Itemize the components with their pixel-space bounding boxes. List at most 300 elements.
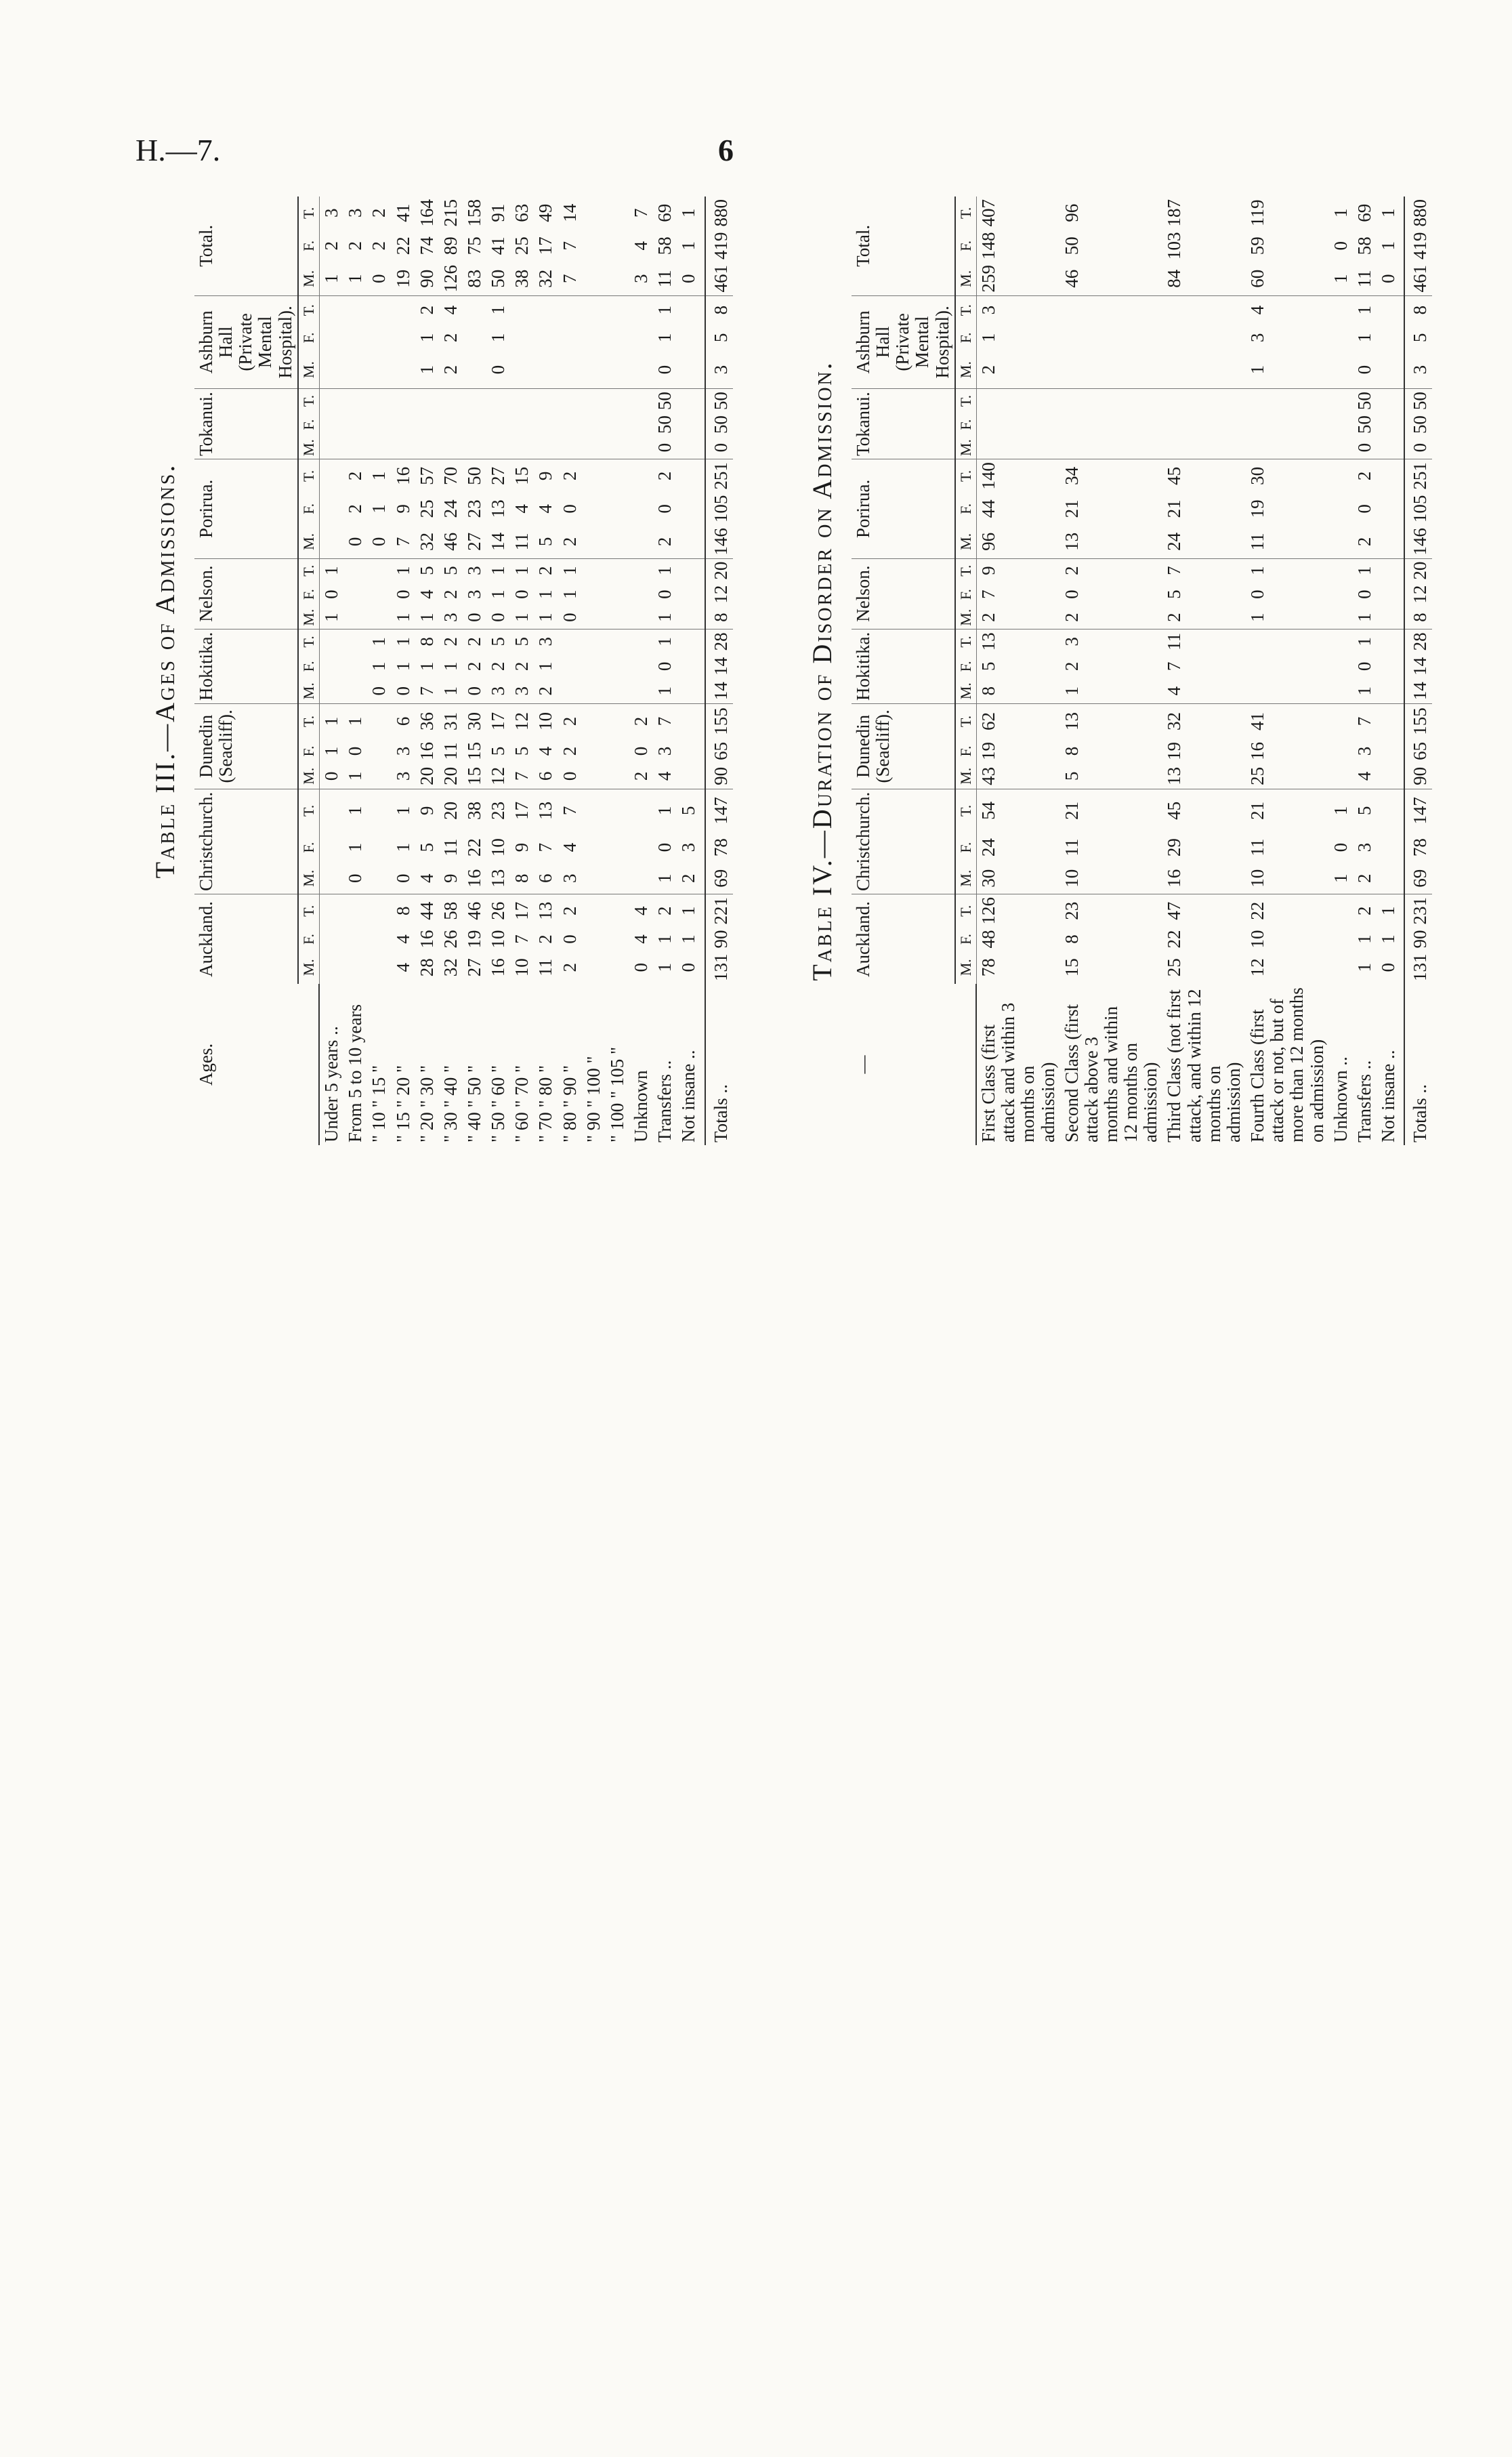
mft-header: T.	[298, 197, 319, 230]
table-cell: 126	[978, 897, 999, 925]
table-cell	[629, 413, 653, 436]
table-cell: 41	[1247, 712, 1268, 730]
table-cell	[606, 629, 629, 654]
table-cell	[1329, 525, 1353, 558]
table-cell	[582, 583, 606, 606]
table-cell: 10	[1060, 863, 1163, 894]
table-cell	[606, 459, 629, 493]
table-cell: 259	[976, 262, 1060, 295]
table-cell: 10	[511, 958, 532, 977]
table-cell: 0	[654, 590, 675, 599]
institution-header: Total.	[852, 197, 955, 295]
mft-header: M.	[955, 351, 976, 388]
table-cell: 0	[319, 764, 343, 789]
table-cell: 90	[1404, 928, 1432, 951]
table-cell: 90	[705, 928, 733, 951]
table-cell	[582, 436, 606, 459]
table-cell	[606, 928, 629, 951]
table-cell: 13	[535, 801, 556, 820]
table-cell	[606, 894, 629, 928]
table-cell: 2	[535, 934, 556, 944]
table-cell: 1	[1353, 963, 1374, 972]
table-cell	[1377, 351, 1404, 388]
table-cell	[1329, 459, 1353, 493]
table-cell: 2	[559, 471, 580, 481]
table-cell: 419	[1404, 230, 1432, 263]
table-cell: 1	[343, 764, 367, 789]
table-cell: 12	[511, 712, 532, 730]
table-cell: 8	[1061, 934, 1082, 944]
mft-header: F.	[955, 413, 976, 436]
table-cell: 131	[705, 951, 733, 985]
table-cell	[976, 413, 1060, 436]
table-cell: 1	[345, 806, 366, 816]
table-cell: 11	[440, 742, 461, 760]
row-label: " 60 " 70 "	[511, 1065, 532, 1142]
table-cell: 59	[1247, 236, 1268, 255]
table-cell: 20	[440, 801, 461, 820]
table-cell: 19	[392, 262, 415, 295]
table-cell: 155	[705, 703, 733, 739]
institution-header: Auckland.	[194, 894, 298, 985]
table-cell	[319, 928, 343, 951]
table-cell: 8	[510, 863, 534, 894]
table-cell: 30	[463, 712, 484, 730]
table-cell	[343, 629, 367, 654]
table-cell	[367, 413, 391, 436]
table-cell: 1	[653, 863, 677, 894]
table-cell	[367, 558, 391, 583]
table-cell: 4	[1353, 764, 1377, 789]
table-cell: 1	[1353, 606, 1377, 629]
row-label: Under 5 years ..	[321, 1026, 342, 1142]
mft-header: F.	[298, 654, 319, 678]
table-cell: 5	[416, 566, 437, 575]
table-cell: 4	[440, 305, 461, 315]
table-cell: 44	[978, 499, 999, 518]
table-cell	[558, 351, 582, 388]
row-label: Unknown ..	[1330, 1056, 1351, 1142]
table-cell: 103	[1164, 232, 1185, 260]
table-cell: 22	[392, 236, 413, 255]
table-cell: 16	[392, 466, 413, 485]
table-cell	[1377, 739, 1404, 764]
table-cell: 1	[653, 606, 677, 629]
table-cell	[1246, 413, 1329, 436]
table-cell	[677, 629, 705, 654]
table-cell: 3	[439, 606, 463, 629]
table-cell: 2	[463, 637, 484, 646]
table-cell	[582, 629, 606, 654]
mft-header: F.	[298, 928, 319, 951]
mft-header: T.	[955, 197, 976, 230]
table-cell	[976, 436, 1060, 459]
table-cell: 27	[463, 958, 484, 977]
table-cell: 70	[440, 466, 461, 485]
table-cell: 4	[416, 590, 437, 599]
table-cell: 50	[654, 415, 675, 434]
table-cell: 2	[654, 906, 675, 915]
table-cell: 17	[488, 712, 509, 730]
table-cell: 147	[705, 789, 733, 832]
table-cell: 1	[653, 679, 677, 704]
table-cell: 7	[559, 806, 580, 816]
table-cell	[1377, 703, 1404, 739]
institution-header: Hokitika.	[194, 629, 298, 703]
table-cell: 12	[1247, 958, 1268, 977]
table-cell: 2	[677, 863, 705, 894]
table-cell: 58	[440, 901, 461, 920]
table-cell: 96	[1061, 203, 1082, 222]
table-cell	[677, 493, 705, 526]
table-cell: 1	[1378, 241, 1398, 251]
table-cell: 30	[1247, 466, 1268, 485]
table-cell: 3	[978, 305, 999, 315]
table-cell	[343, 606, 367, 629]
page-reference: H.—7.	[135, 133, 221, 167]
table-cell	[343, 894, 367, 928]
institution-header: Dunedin (Seacliff).	[194, 703, 298, 789]
table-cell: 0	[653, 436, 677, 459]
table-cell	[367, 703, 391, 739]
table-cell: 14	[1404, 679, 1432, 704]
table-cell: 21	[1164, 499, 1185, 518]
mft-header: T.	[955, 295, 976, 325]
table-cell: 3	[392, 764, 415, 789]
table-cell	[606, 703, 629, 739]
table-cell	[629, 789, 653, 832]
table-cell: 3	[320, 208, 341, 218]
row-label: " 30 " 40 "	[440, 1065, 461, 1142]
table-cell: 0	[367, 262, 391, 295]
table-cell	[629, 436, 653, 459]
table-cell: 880	[1404, 197, 1432, 230]
table-cell: 38	[510, 262, 534, 295]
table-cell	[677, 654, 705, 678]
table-cell	[677, 325, 705, 352]
mft-header: M.	[298, 764, 319, 789]
table-cell	[1377, 295, 1404, 325]
table-cell: 4	[1162, 679, 1246, 704]
table-cell: 1	[416, 333, 437, 343]
table-cell: 2	[559, 716, 580, 726]
table-cell: 1	[1378, 208, 1398, 218]
mft-header: M.	[298, 525, 319, 558]
table-cell: 32	[534, 262, 558, 295]
table-cell: 7	[631, 208, 652, 218]
mft-header: F.	[955, 928, 976, 951]
table-cell: 105	[1404, 493, 1432, 526]
table-cell	[1329, 413, 1353, 436]
table-row	[1329, 197, 1353, 1145]
table-cell	[439, 436, 463, 459]
table-row	[606, 197, 629, 1145]
table-row	[392, 197, 415, 1145]
mft-header: T.	[955, 459, 976, 493]
table-cell: 19	[1247, 499, 1268, 518]
table-cell: 251	[705, 459, 733, 493]
row-label: Totals ..	[1404, 984, 1432, 1145]
table-cell: 41	[392, 203, 413, 222]
table-cell: 24	[440, 499, 461, 518]
table-cell: 461	[1404, 262, 1432, 295]
table-cell: 4	[653, 764, 677, 789]
table-cell	[629, 295, 653, 325]
table-cell	[1060, 436, 1163, 459]
table-cell: 1	[1330, 806, 1351, 816]
mft-header: M.	[955, 951, 976, 985]
table-cell: 7	[558, 262, 582, 295]
table-cell: 1	[1329, 863, 1353, 894]
table-cell	[463, 389, 486, 413]
table-cell: 2	[345, 504, 366, 514]
table-row	[439, 197, 463, 1145]
table-cell: 251	[1404, 459, 1432, 493]
table-cell: 11	[1247, 838, 1268, 856]
table-cell: 2	[1061, 566, 1082, 575]
table-cell: 29	[1164, 838, 1185, 857]
table-cell	[606, 525, 629, 558]
table-cell: 1	[1378, 934, 1398, 944]
table-cell	[319, 654, 343, 678]
table-cell	[1377, 832, 1404, 863]
table-row	[558, 197, 582, 1145]
table-cell: 9	[416, 806, 437, 816]
table-cell: 1	[488, 305, 509, 315]
table-cell	[1060, 351, 1163, 388]
table-cell: 27	[488, 466, 509, 485]
table-cell: 2	[535, 566, 556, 575]
table-cell	[582, 295, 606, 325]
table-row	[510, 197, 534, 1145]
table-cell: 3	[629, 262, 653, 295]
table-cell: 19	[463, 930, 484, 949]
table-cell: 0	[367, 679, 391, 704]
table-cell	[629, 863, 653, 894]
table-cell	[606, 197, 629, 230]
table-cell: 1	[488, 590, 509, 599]
table-cell	[392, 436, 415, 459]
table-cell	[582, 525, 606, 558]
table-cell: 6	[534, 863, 558, 894]
table-cell: 0	[559, 934, 580, 944]
table-cell: 20	[705, 558, 733, 583]
table-cell: 1	[1246, 351, 1329, 388]
table-cell	[343, 928, 367, 951]
table-cell: 2	[488, 661, 509, 672]
table-cell	[582, 606, 606, 629]
table-cell: 19	[978, 741, 999, 760]
mft-header: F.	[955, 654, 976, 678]
table-cell	[629, 629, 653, 654]
table-cell: 1	[1353, 333, 1374, 343]
table-cell: 5	[978, 661, 999, 672]
mft-header: F.	[298, 493, 319, 526]
table-cell	[367, 436, 391, 459]
ages-table-body	[319, 197, 733, 1145]
table-cell: 12	[705, 583, 733, 606]
table-cell	[367, 928, 391, 951]
table-cell: 25	[1246, 764, 1329, 789]
table-cell: 1	[345, 842, 366, 852]
mft-header: F.	[298, 325, 319, 352]
table-row	[582, 197, 606, 1145]
mft-header: M.	[298, 863, 319, 894]
row-label: Not insane ..	[1378, 1050, 1398, 1142]
table-cell: 13	[486, 863, 510, 894]
mft-header: T.	[955, 789, 976, 832]
table-cell	[1329, 436, 1353, 459]
table-cell	[319, 679, 343, 704]
table-cell	[1377, 413, 1404, 436]
table-cell	[582, 262, 606, 295]
duration-table-body	[976, 197, 1432, 1145]
institution-header: Porirua.	[852, 459, 955, 559]
table-cell: 105	[705, 493, 733, 526]
table-cell: 13	[1061, 712, 1082, 730]
table-cell: 57	[416, 466, 437, 485]
table-cell: 7	[511, 934, 532, 944]
table-cell	[486, 413, 510, 436]
institution-header-row	[852, 197, 955, 1145]
table-cell: 9	[439, 863, 463, 894]
table-cell: 1	[415, 351, 439, 388]
table-cell	[415, 389, 439, 413]
table-cell	[582, 459, 606, 493]
table-cell	[606, 413, 629, 436]
table-cell: 1	[369, 637, 390, 646]
table-cell: 24	[978, 838, 999, 857]
table-cell	[606, 951, 629, 985]
table-cell: 7	[1164, 566, 1185, 575]
table-cell	[582, 863, 606, 894]
table-cell	[629, 583, 653, 606]
table-cell	[582, 679, 606, 704]
table-cell: 1	[369, 661, 390, 672]
table-cell: 0	[1353, 590, 1374, 599]
table-cell	[392, 389, 415, 413]
table-cell: 69	[1353, 203, 1374, 222]
table-cell: 41	[488, 236, 509, 255]
table-cell	[1329, 679, 1353, 704]
table-cell	[677, 389, 705, 413]
table-cell	[343, 679, 367, 704]
table-cell: 5	[511, 746, 532, 756]
table-row	[319, 197, 343, 1145]
table-cell: 13	[488, 499, 509, 518]
table-cell	[629, 525, 653, 558]
table-cell: 2	[559, 906, 580, 915]
table-cell: 4	[511, 504, 532, 514]
table-cell: 78	[1404, 832, 1432, 863]
table-cell: 91	[488, 203, 509, 222]
table-cell	[1377, 493, 1404, 526]
table-cell: 0	[1378, 963, 1398, 972]
table-cell	[392, 351, 415, 388]
table-cell: 1	[654, 934, 675, 944]
mft-header: M.	[298, 436, 319, 459]
ages-table	[194, 197, 733, 1145]
table-cell: 147	[1404, 789, 1432, 832]
table-cell	[319, 832, 343, 863]
table-cell: 58	[654, 236, 675, 255]
mft-header: T.	[298, 389, 319, 413]
table-cell: 3	[463, 590, 484, 599]
table-cell	[319, 894, 343, 928]
table-row	[367, 197, 391, 1145]
table-cell: 50	[1061, 236, 1082, 255]
table-cell: 46	[463, 901, 484, 920]
table-cell: 2	[976, 606, 1060, 629]
row-label: " 10 " 15 "	[369, 1065, 390, 1142]
table-cell	[534, 389, 558, 413]
table-cell: 0	[345, 746, 366, 756]
table-cell: 2	[1353, 471, 1374, 481]
table-cell: 20	[439, 764, 463, 789]
table-cell: 2	[463, 661, 484, 672]
mft-header: M.	[955, 606, 976, 629]
table-cell	[1377, 789, 1404, 832]
mft-header: F.	[955, 583, 976, 606]
table-cell: 2	[559, 746, 580, 756]
table-cell	[629, 325, 653, 352]
table-cell: 3	[1247, 333, 1268, 343]
table-cell	[1246, 679, 1329, 704]
table-cell: 5	[488, 637, 509, 646]
table-row	[1060, 197, 1163, 1145]
table-cell: 25	[1164, 958, 1185, 977]
table-cell: 2	[1061, 661, 1082, 672]
table-cell	[677, 558, 705, 583]
table-cell: 6	[534, 764, 558, 789]
table-cell: 78	[705, 832, 733, 863]
table-cell	[606, 863, 629, 894]
table-cell: 69	[1404, 863, 1432, 894]
table-cell: 7	[1353, 716, 1374, 726]
table-cell: 89	[440, 236, 461, 255]
table-cell: 4	[631, 241, 652, 251]
table-cell: 16	[463, 863, 486, 894]
table-cell: 45	[1164, 801, 1185, 820]
table-cell: 8	[392, 906, 413, 915]
table-cell: 0	[320, 590, 341, 599]
table-cell: 5	[1164, 590, 1185, 599]
table-cell	[677, 583, 705, 606]
table-cell: 50	[463, 466, 484, 485]
institution-header: Hokitika.	[852, 629, 955, 703]
mft-header: T.	[298, 459, 319, 493]
table-cell: 26	[488, 901, 509, 920]
table-cell	[367, 295, 391, 325]
table-cell: 84	[1162, 262, 1246, 295]
table-cell: 1	[392, 637, 413, 646]
mft-header: T.	[298, 703, 319, 739]
table-cell	[534, 295, 558, 325]
mft-header: F.	[298, 583, 319, 606]
table-cell: 5	[511, 637, 532, 646]
table-cell: 1	[535, 661, 556, 672]
table-cell	[1329, 606, 1353, 629]
mft-header: F.	[955, 739, 976, 764]
table-cell: 11	[510, 525, 534, 558]
totals-row	[705, 197, 733, 1145]
table-cell	[343, 583, 367, 606]
table-cell	[1162, 325, 1246, 352]
table-cell: 1	[1353, 637, 1374, 646]
mft-header: T.	[955, 558, 976, 583]
table-cell: 16	[1247, 741, 1268, 760]
table-cell	[392, 413, 415, 436]
